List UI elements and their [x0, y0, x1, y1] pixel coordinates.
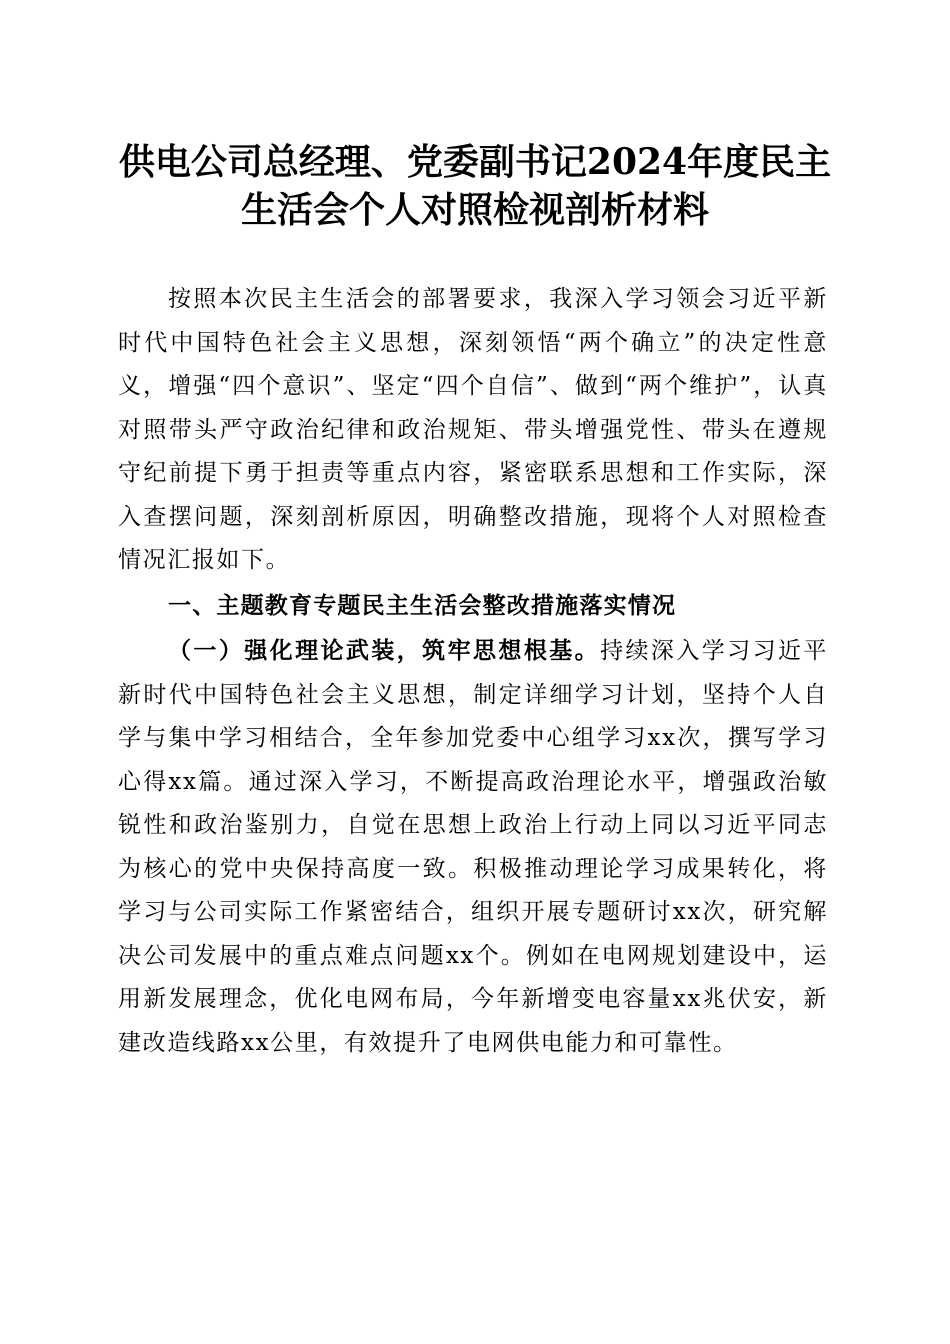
- intro-paragraph: 按照本次民主生活会的部署要求，我深入学习领会习近平新时代中国特色社会主义思想，深刻领悟“两个确立”的决定性意义，增强“四个意识”、坚定“四个自信”、做到“两个维护”，认真对照带头严守政治纪律和政治规矩、带头增强党性、带头在遵规守纪前提下勇于担责等重点内容，紧密联系思想和工作实际，深入查摆问题，深刻剖析原因，明确整改措施，现将个人对照检查情况汇报如下。: [118, 286, 828, 573]
- subsection-body: 持续深入学习习近平新时代中国特色社会主义思想，制定详细学习计划，坚持个人自学与集中学习相结合，全年参加党委中心组学习xx次，撰写学习心得xx篇。通过深入学习，不断提高政治理论水平，增强政治敏锐性和政治鉴别力，自觉在思想上政治上行动上同以习近平同志为核心的党中央保持高度一致。积极推动理论学习成果转化，将学习与公司实际工作紧密结合，组织开展专题研讨xx次，研究解决公司发展中的重点难点问题xx个。例如在电网规划建设中，运用新发展理念，优化电网布局，今年新增变电容量xx兆伏安，新建改造线路xx公里，有效提升了电网供电能力和可靠性。: [118, 638, 829, 1056]
- subsection-paragraph-1: [118, 629, 828, 1065]
- section-heading-1: 一、主题教育专题民主生活会整改措施落实情况: [168, 593, 677, 619]
- subsection-lead: （一）强化理论武装，筑牢思想根基。: [168, 637, 601, 664]
- document-title-line-1: 供电公司总经理、党委副书记2024年度民主: [118, 141, 832, 183]
- document-title-line-2: 生活会个人对照检视剖析材料: [240, 189, 709, 231]
